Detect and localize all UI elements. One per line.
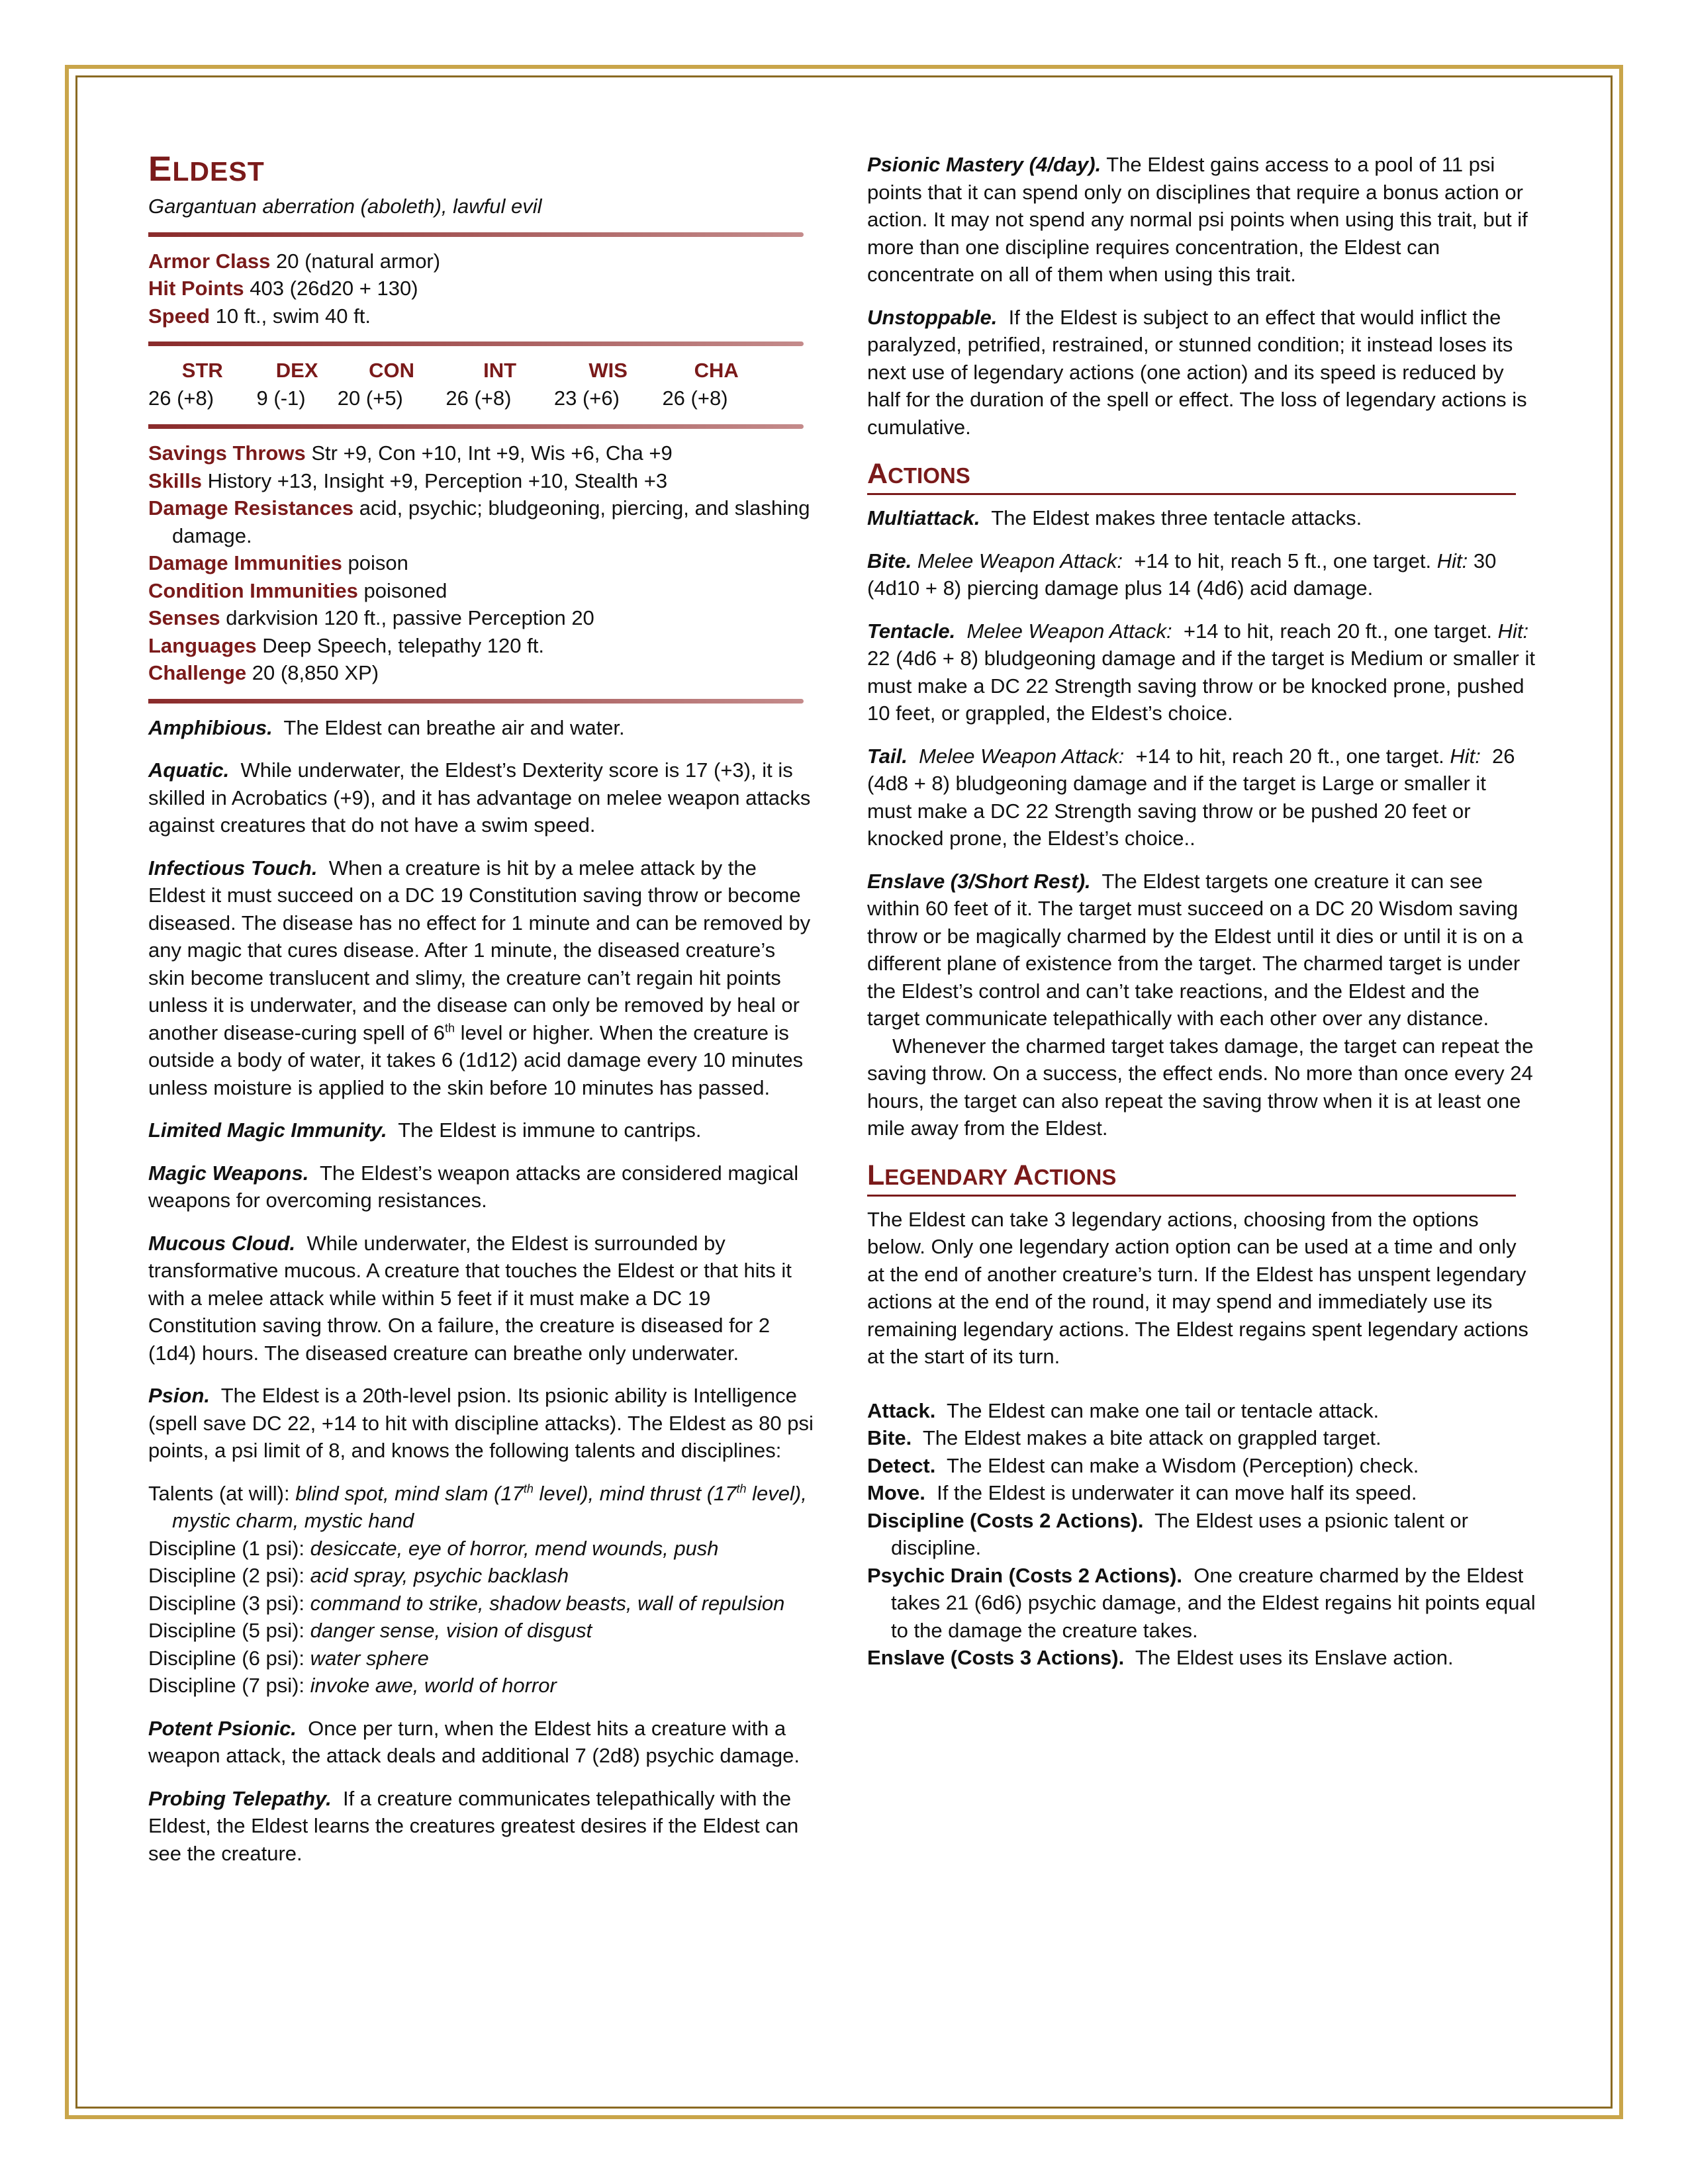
legendary-item: Discipline (Costs 2 Actions). The Eldest uses a psionic talent or discipline. — [867, 1508, 1468, 1559]
legendary-intro: The Eldest can take 3 legendary actions, choosing from the options below. Only one legendary action option can be used at a time and only at the end of another creature’s turn. If the Eldest has unspent legendary actions at the end of the round, it may spend and immediately use its remaining legendary actions. The Eldest regains spent legendary actions at the start of its turn. — [867, 1207, 1528, 1368]
discipline-line: Discipline (1 psi): desiccate, eye of horror, mend wounds, push — [148, 1536, 719, 1560]
discipline-line: Discipline (7 psi): invoke awe, world of horror — [148, 1674, 557, 1697]
trait-magic-weapons: Magic Weapons. The Eldest’s weapon attacks are considered magical weapons for overcoming resistances. — [148, 1161, 799, 1212]
divider — [148, 424, 804, 429]
ability-name: WIS — [588, 359, 628, 383]
ability-scores — [148, 357, 771, 412]
hit-points: Hit Points 403 (26d20 + 130) — [148, 277, 418, 300]
action-enslave: Enslave (3/Short Rest). The Eldest targets one creature it can see within 60 feet of it. The target must succeed on a DC 20 Wisdom saving throw or be magically charmed by the Eldest until it dies or until it is on a different plane of existence from the target. The charmed target is under the Eldest’s control and can’t take reactions, and the Eldest and the target communicate telepathically with each other over any distance. — [867, 869, 1523, 1030]
trait-potent-psionic: Potent Psionic. Once per turn, when the Eldest hits a creature with a weapon attack, the attack deals and additional 7 (2d8) psychic damage. — [148, 1716, 800, 1767]
ability-value: 9 (-1) — [256, 387, 306, 410]
trait-limited-magic-immunity: Limited Magic Immunity. The Eldest is immune to cantrips. — [148, 1118, 702, 1142]
legendary-item: Bite. The Eldest makes a bite attack on grappled target. — [867, 1426, 1382, 1449]
legendary-actions-heading: LEGENDARY ACTIONS — [867, 1160, 1516, 1197]
divider — [148, 341, 804, 346]
discipline-line: Discipline (2 psi): acid spray, psychic backlash — [148, 1564, 569, 1587]
legendary-item: Detect. The Eldest can make a Wisdom (Perception) check. — [867, 1453, 1419, 1477]
action-tail: Tail. Melee Weapon Attack: +14 to hit, reach 20 ft., one target. Hit: 26 (4d8 + 8) bludgeoning damage and if the target is Large or smaller it must make a DC 22 Strength saving throw or be pushed 20 feet or knocked prone, the Eldest’s choice.. — [867, 744, 1515, 850]
trait-unstoppable: Unstoppable. If the Eldest is subject to an effect that would inflict the paralyzed, petrified, restrained, or stunned condition; it instead loses its next use of legendary actions (one action) and its speed is reduced by half for the duration of the spell or effect. The loss of legendary actions is cumulative. — [867, 305, 1527, 439]
ability-value: 26 (+8) — [662, 387, 728, 410]
discipline-line: Discipline (3 psi): command to strike, shadow beasts, wall of repulsion — [148, 1591, 785, 1615]
action-multiattack: Multiattack. The Eldest makes three tentacle attacks. — [867, 506, 1362, 529]
speed: Speed 10 ft., swim 40 ft. — [148, 304, 371, 328]
right-column — [867, 151, 1536, 1672]
ability-value: 26 (+8) — [445, 387, 512, 410]
senses: Senses darkvision 120 ft., passive Perception 20 — [148, 606, 594, 629]
damage-immunities: Damage Immunities poison — [148, 551, 408, 574]
trait-psion: Psion. The Eldest is a 20th-level psion. Its psionic ability is Intelligence (spell save DC 22, +14 to hit with discipline attacks). The Eldest as 80 psi points, a psi limit of 8, and knows the following talents and disciplines: — [148, 1384, 814, 1462]
ability-value: 23 (+6) — [553, 387, 620, 410]
talents-line: Talents (at will): blind spot, mind slam (17th level), mind thrust (17th level), mystic charm, mystic hand — [148, 1481, 807, 1532]
psionic-list — [148, 1480, 817, 1700]
monster-type: Gargantuan aberration (aboleth), lawful evil — [148, 195, 542, 218]
discipline-line: Discipline (5 psi): danger sense, vision of disgust — [148, 1619, 592, 1642]
trait-infectious-touch: Infectious Touch. When a creature is hit by a melee attack by the Eldest it must succeed on a DC 19 Constitution saving throw or become diseased. The disease has no effect for 1 minute and can be removed by any magic that cures disease. After 1 minute, the diseased creature’s skin become translucent and slimy, the creature can’t regain hit points unless it is underwater, and the disease can only be removed by heal or another disease-curing spell of 6th level or higher. When the creature is outside a body of water, it takes 6 (1d12) acid damage every 10 minutes unless moisture is applied to the skin before 10 minutes has passed. — [148, 856, 811, 1099]
trait-probing-telepathy: Probing Telepathy. If a creature communicates telepathically with the Eldest, the Eldest learns the creatures greatest desires if the Eldest can see the creature. — [148, 1786, 799, 1865]
condition-immunities: Condition Immunities poisoned — [148, 578, 447, 602]
saving-throws: Savings Throws Str +9, Con +10, Int +9, Wis +6, Cha +9 — [148, 441, 673, 465]
ability-name: CHA — [694, 359, 739, 383]
legendary-action-list — [867, 1397, 1536, 1672]
discipline-line: Discipline (6 psi): water sphere — [148, 1646, 429, 1670]
trait-amphibious: Amphibious. The Eldest can breathe air and water. — [148, 715, 625, 739]
legendary-item: Attack. The Eldest can make one tail or tentacle attack. — [867, 1398, 1380, 1422]
actions-heading: ACTIONS — [867, 458, 1516, 495]
ability-name: STR — [181, 359, 223, 383]
ability-name: CON — [369, 359, 415, 383]
trait-mucous-cloud: Mucous Cloud. While underwater, the Eldest is surrounded by transformative mucous. A creature that touches the Eldest or that hits it with a melee attack while within 5 feet if it must make a DC 19 Constitution saving throw. On a failure, the creature is diseased for 2 (1d4) hours. The diseased creature can breathe only underwater. — [148, 1231, 792, 1365]
action-enslave-continued: Whenever the charmed target takes damage, the target can repeat the saving throw. On a success, the effect ends. No more than once every 24 hours, the target can also repeat the saving throw when it is at least one mile away from the Eldest. — [867, 1034, 1534, 1140]
ability-name: DEX — [275, 359, 318, 383]
legendary-item: Move. If the Eldest is underwater it can move half its speed. — [867, 1481, 1417, 1504]
divider — [148, 699, 804, 704]
damage-resistances: Damage Resistances acid, psychic; bludgeoning, piercing, and slashing damage. — [148, 496, 810, 547]
trait-psionic-mastery: Psionic Mastery (4/day). The Eldest gains access to a pool of 11 psi points that it can spend only on disciplines that require a bonus action or action. It may not spend any normal psi points when using this trait, but if more than one discipline requires concentration, the Eldest can concentrate on all of them when using this trait. — [867, 153, 1528, 286]
skills: Skills History +13, Insight +9, Perception +10, Stealth +3 — [148, 469, 668, 492]
divider — [148, 232, 804, 237]
left-column — [148, 151, 817, 1882]
monster-name: ELDEST — [148, 150, 265, 189]
action-tentacle: Tentacle. Melee Weapon Attack: +14 to hit, reach 20 ft., one target. Hit: 22 (4d6 + 8) bludgeoning damage and if the target is Medium or smaller it must make a DC 22 Strength saving throw or be knocked prone, pushed 10 feet, or grappled, the Eldest’s choice. — [867, 619, 1535, 725]
ability-value: 26 (+8) — [148, 387, 214, 410]
challenge: Challenge 20 (8,850 XP) — [148, 661, 379, 684]
action-bite: Bite. Melee Weapon Attack: +14 to hit, reach 5 ft., one target. Hit: 30 (4d10 + 8) piercing damage plus 14 (4d6) acid damage. — [867, 549, 1497, 600]
trait-aquatic: Aquatic. While underwater, the Eldest’s Dexterity score is 17 (+3), it is skilled in Acrobatics (+9), and it has advantage on melee weapon attacks against creatures that do not have a swim speed. — [148, 758, 811, 837]
languages: Languages Deep Speech, telepathy 120 ft. — [148, 633, 544, 657]
ability-name: INT — [483, 359, 517, 383]
legendary-item: Enslave (Costs 3 Actions). The Eldest uses its Enslave action. — [867, 1646, 1454, 1669]
legendary-item: Psychic Drain (Costs 2 Actions). One creature charmed by the Eldest takes 21 (6d6) psychic damage, and the Eldest regains hit points equal to the damage the creature takes. — [867, 1563, 1536, 1642]
armor-class: Armor Class 20 (natural armor) — [148, 249, 441, 273]
ability-value: 20 (+5) — [337, 387, 403, 410]
